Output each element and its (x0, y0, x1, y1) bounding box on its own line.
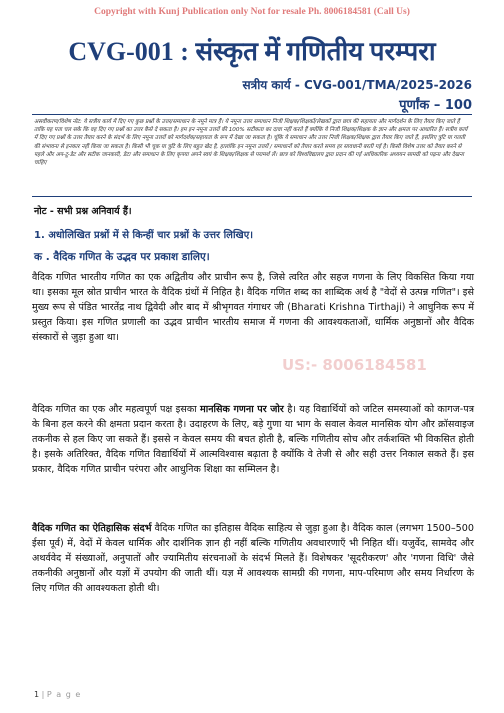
phone-watermark: US:- 8006184581 (282, 356, 427, 374)
answer-paragraph-2 (32, 402, 474, 477)
paragraph-2-emphasis: मानसिक गणना पर जोर (200, 404, 284, 415)
question-heading: क . वैदिक गणित के उद्भव पर प्रकाश डालिए। (34, 251, 210, 263)
page-title: CVG-001 : संस्कृत में गणितीय परम्परा (68, 37, 436, 66)
paragraph-3-body: वैदिक गणित का इतिहास वैदिक साहित्य से जुड़ा हुआ है। वैदिक काल (लगभग 1500–500 ईसा पूर्व) में, वेदों में केवल धार्मिक और दार्शनिक ज्ञान ही नहीं बल्कि गणितीय अवधारणाएँ भी निहित थीं। यजुर्वेद, सामवेद और अथर्ववेद में संख्याओं, अनुपातों और ज्यामितीय संरचनाओं के संदर्भ मिलते हैं। विशेषकर 'सूदरीकरण' और 'गणना विधि' जैसे तकनीकी अनुष्ठानों और यज्ञों में उपयोग की जाती थीं। यज्ञ में आवश्यक सामग्री की गणना, माप-परिमाण और समय निर्धारण के लिए गणित की आवश्यकता होती थी। (32, 523, 474, 594)
note-text: नोट - सभी प्रश्न अनिवार्य हैं। (34, 206, 132, 217)
page-label: P a g e (46, 690, 82, 699)
footer-separator: | (41, 690, 45, 699)
disclaimer-divider (32, 196, 472, 197)
total-marks: पूर्णांक – 100 (399, 98, 472, 113)
page-footer (34, 690, 81, 699)
page-number: 1 (34, 690, 40, 699)
disclaimer-text: असवीकरण/विशेष नोट: ये सत्रीय कार्य में दिए गए कुछ प्रश्नों के उत्तर/समाधान के नमूने मात्र हैं। ये नमूना उत्तर समाधान निजी शिक्षक/शिक्षकों/लेखकों द्वारा छात्र की सहायता और मार्गदर्शन के लिए तैयार किए जाते हैं ताकि यह पता चल सके कि वह दिए गए प्रश्नों का उत्तर कैसे दे सकता है। हम इन नमूना उत्तरों की 100% सटीकता का दावा नहीं करते हैं क्योंकि ये निजी शिक्षक/शिक्षक के ज्ञान और क्षमता पर आधारित हैं। सत्रीय कार्य में दिए गए प्रश्नों के उत्तर तैयार करने के संदर्भ के लिए नमूना उत्तरों को मार्गदर्शक/सहायता के रूप में देखा जा सकता है। चूंकि ये समाधान और उत्तर निजी शिक्षक/शिक्षक द्वारा तैयार किए जाते हैं, इसलिए त्रुटि या गलती की संभावना से इनकार नहीं किया जा सकता है। किसी भी चूक या त्रुटि के लिए बहुत खेद है, हालांकि इन नमूना उत्तरों / समाधानों को तैयार करते समय हर सावधानी बरती गई है। किसी विशेष उत्तर को तैयार करने से पहले और अप-टू-डेट और सटीक जानकारी, डेटा और समाधान के लिए कृपया अपने स्वयं के शिक्षक/शिक्षक से परामर्श लें। छात्र को विश्वविद्यालय द्वारा प्रदान की गई आधिकारिक अध्ययन सामग्री को पढ़ना और देखना चाहिए (34, 119, 468, 167)
answer-paragraph-1: वैदिक गणित भारतीय गणित का एक अद्वितीय और प्राचीन रूप है, जिसे त्वरित और सहज गणना के लिए विकसित किया गया था। इसका मूल स्रोत प्राचीन भारत के वैदिक ग्रंथों में निहित है। वैदिक गणित शब्द का शाब्दिक अर्थ है "वेदों से उत्पन्न गणित"। इसे मुख्य रूप से पंडित भारतेंद्र नाथ द्विवेदी और बाद में श्रीभृगवत गंगाधर जी (Bharati Krishna Tirthaji) ने आधुनिक रूप में प्रस्तुत किया। इस गणित प्रणाली का उद्भव प्राचीन भारतीय समाज में गणना की आवश्यकताओं, धार्मिक अनुष्ठानों और वैदिक संस्कारों से जुड़ा हुआ था। (32, 272, 474, 343)
paragraph-3-heading: वैदिक गणित का ऐतिहासिक संदर्भ (32, 523, 152, 534)
paragraph-2-lead: वैदिक गणित का एक और महत्वपूर्ण पक्ष इसका (32, 404, 197, 415)
paragraph-2-body: है। यह विद्यार्थियों को जटिल समस्याओं को कागज-पत्र के बिना हल करने की क्षमता प्रदान करता है। उदाहरण के लिए, बड़े गुणा या भाग के सवाल केवल मानसिक योग और क्रॉसवाइज तकनीक से हल किए जा सकते हैं। इससे न केवल समय की बचत होती है, बल्कि गणितीय सोच और तर्कशक्ति भी विकसित होती है। इसके अतिरिक्त, वैदिक गणित विद्यार्थियों में आत्मविश्वास बढ़ाता है क्योंकि वे तेजी से और सही उत्तर निकाल सकते हैं। इस प्रकार, वैदिक गणित प्राचीन परंपरा और आधुनिक शिक्षा का सम्मिलन है। (32, 404, 474, 475)
answer-paragraph-3 (32, 521, 474, 596)
copyright-banner: Copyright with Kunj Publication only Not for resale Ph. 8006184581 (Call Us) (94, 7, 410, 17)
assignment-code: सत्रीय कार्य - CVG-001/TMA/2025-2026 (242, 78, 472, 92)
question-instruction: 1. अधोलिखित प्रश्नों में से किन्हीं चार प्रश्नों के उत्तर लिखिए। (34, 230, 254, 241)
header-divider (32, 114, 472, 115)
